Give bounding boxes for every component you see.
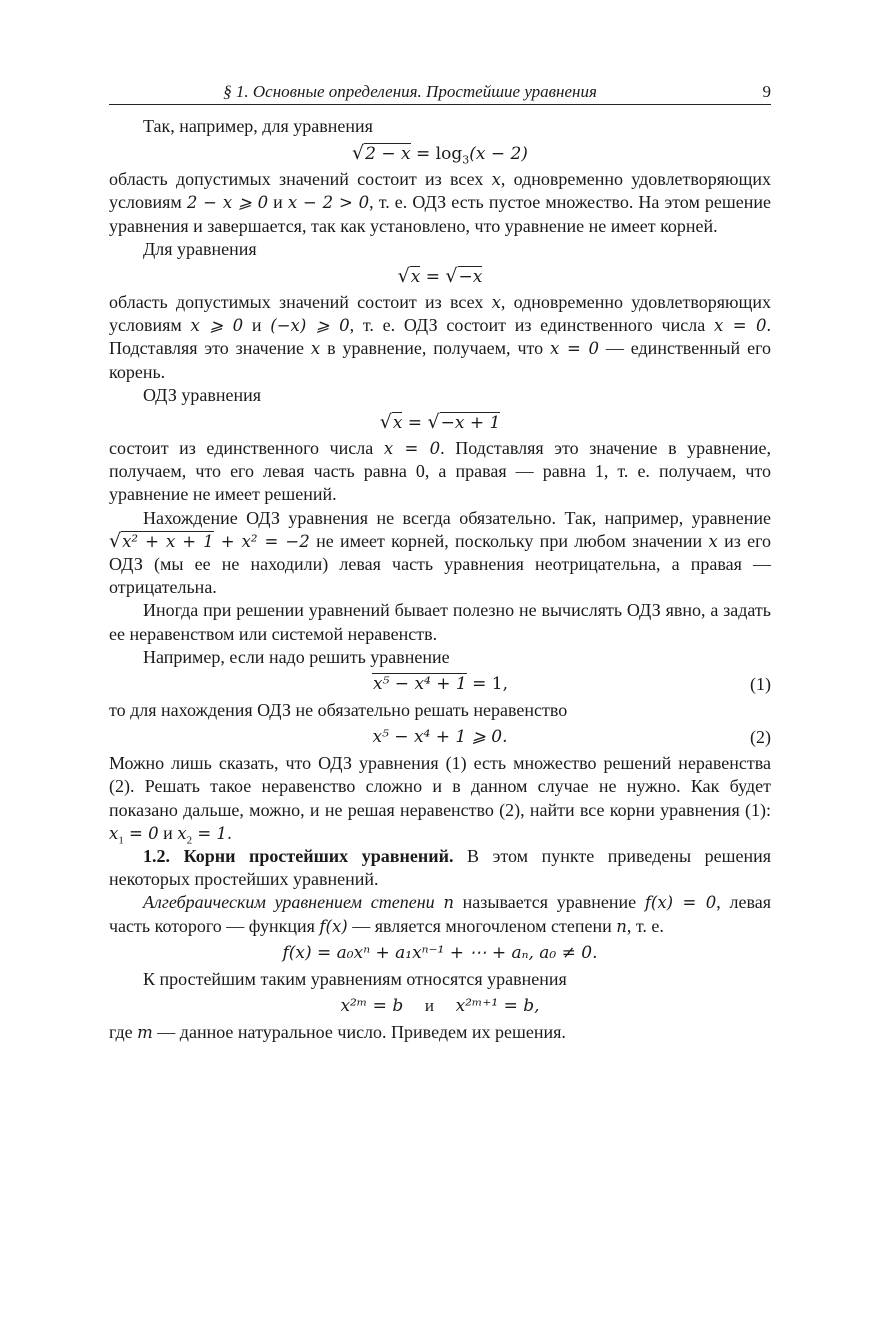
equation-sqrt-x-plus-1: √x = √−x + 1: [379, 411, 501, 434]
paragraph: состоит из единственного числа x = 0. Подставляя это значение в уравнение, получаем, что его левая часть равна 0, а правая — равна 1, т. е. получаем, что уравнение не имеет решений.: [109, 438, 772, 505]
paragraph: Для уравнения: [143, 238, 257, 259]
paragraph: ОДЗ уравнения: [143, 384, 262, 405]
paragraph: Нахождение ОДЗ уравнения не всегда обязательно. Так, например, уравнение √x² + x + 1 + x² = −2 не имеет корней, поскольку при любом значении x из его ОДЗ (мы ее не находили) левая часть уравнения неотрицательна, а правая — отрицательна.: [109, 507, 772, 598]
equation-sqrt-log: $√2 - x = \log_3(x - 2)$: [352, 142, 528, 167]
header-title: § 1. Основные определения. Простейшие уравнения: [223, 82, 597, 101]
defined-term: Алгебраическим уравнением степени: [143, 892, 435, 913]
paragraph: Например, если надо решить уравнение: [143, 646, 450, 667]
page: [109, 80, 771, 1044]
page-number: 9: [762, 82, 771, 101]
equation-number: (1): [750, 674, 771, 695]
section-heading: 1.2. Корни простейших уравнений.: [143, 846, 454, 867]
paragraph: то для нахождения ОДЗ не обязательно решать неравенство: [109, 700, 568, 721]
paragraph: Иногда при решении уравнений бывает полезно не вычислять ОДЗ явно, а задать ее неравенством или системой неравенств.: [109, 600, 771, 644]
paragraph: 1.2. Корни простейших уравнений. В этом пункте приведены решения некоторых простейших уравнений.: [109, 846, 771, 890]
equation-number: (2): [750, 727, 771, 748]
paragraph: где m — данное натуральное число. Приведем их решения.: [109, 1022, 566, 1043]
paragraph: область допустимых значений состоит из всех x, одновременно удовлетворяющих условиям 2 − x ⩾ 0 и x − 2 > 0, т. е. ОДЗ есть пустое множество. На этом решение уравнения и завершается, так как установлено, что уравнение не имеет корней.: [109, 169, 772, 236]
paragraph: Так, например, для уравнения: [143, 116, 373, 136]
page-body: [109, 115, 771, 1044]
equation-1: x⁵ − x⁴ + 1 = 1, (1): [109, 669, 771, 699]
paragraph: область допустимых значений состоит из всех x, одновременно удовлетворяющих условиям x ⩾ 0 и (−x) ⩾ 0, т. е. ОДЗ состоит из единственного числа x = 0. Подставляя это значение x в уравнение, получаем, что x = 0 — единственный его корень.: [109, 292, 772, 382]
equation-polynomial: f(x) = a₀xⁿ + a₁xⁿ⁻¹ + ⋯ + aₙ, a₀ ≠ 0.: [282, 942, 598, 963]
running-header: [109, 80, 771, 105]
paragraph: К простейшим таким уравнениям относятся уравнения: [143, 968, 567, 989]
paragraph: Алгебраическим уравнением степени n называется уравнение f(x) = 0, левая часть которого — функция f(x) — является многочленом степени n, т. е.: [109, 892, 771, 936]
equation-sqrt-x: √x = √−x: [397, 265, 483, 288]
paragraph: Можно лишь сказать, что ОДЗ уравнения (1) есть множество решений неравенства (2). Решать такое неравенство сложно и в данном случае не нужно. Как будет показано дальше, можно, и не решая неравенство (2), найти все корни уравнения (1): $x_1 = 0$ и $x_2 = 1$.: [109, 753, 771, 847]
equation-simplest: x²ᵐ = b и x²ᵐ⁺¹ = b,: [340, 996, 540, 1017]
equation-2: x⁵ − x⁴ + 1 ⩾ 0. (2): [109, 722, 771, 752]
